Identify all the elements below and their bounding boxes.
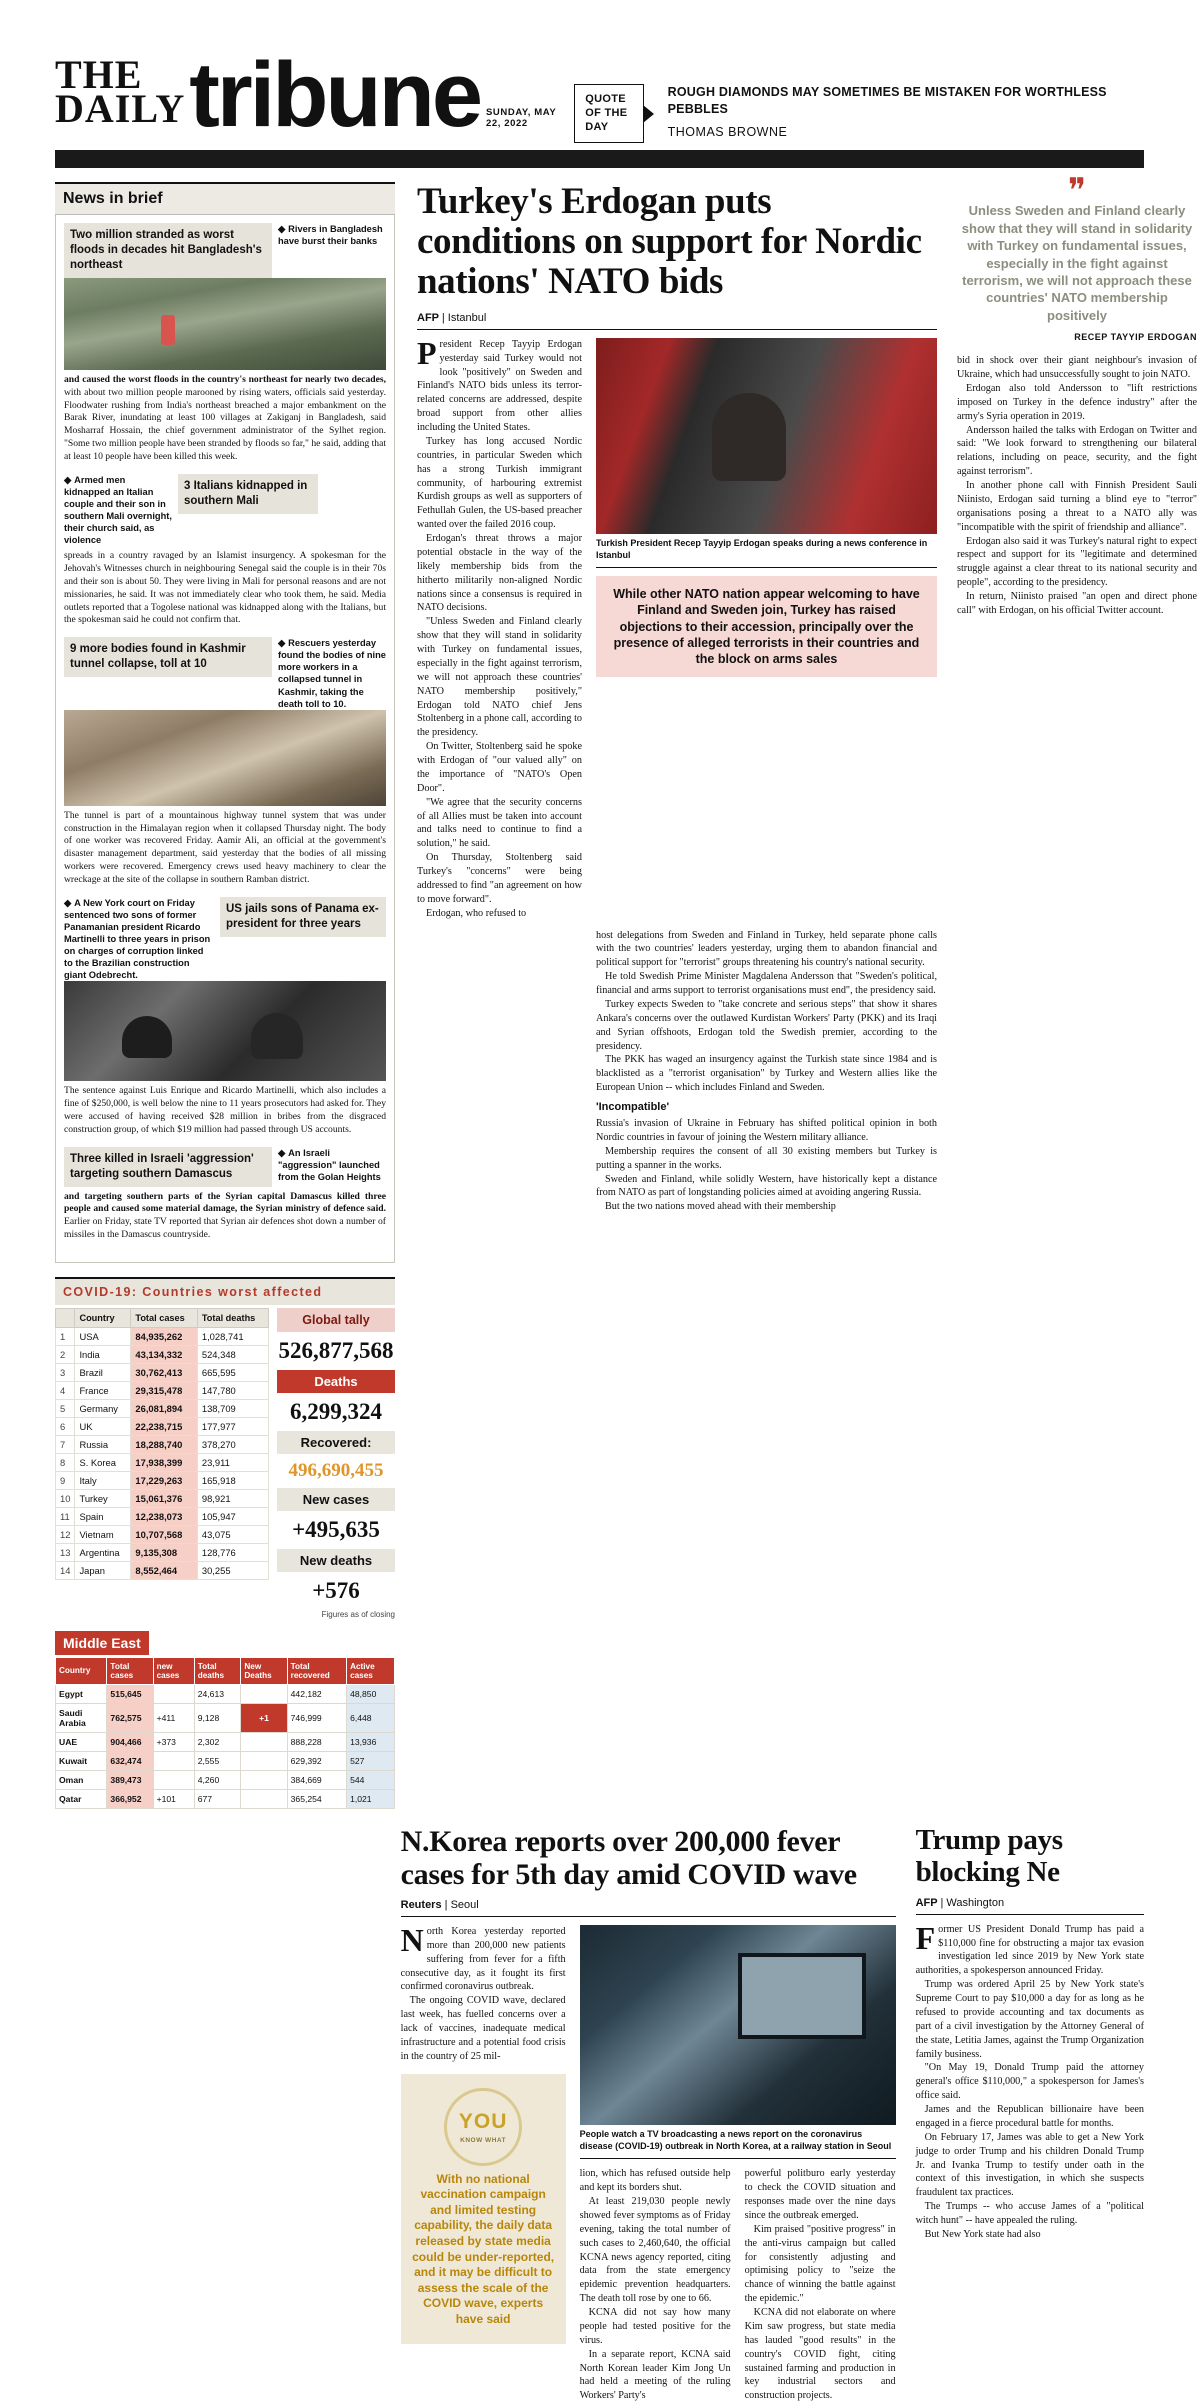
table-cell: 29,315,478	[131, 1381, 197, 1399]
table-cell: 13,936	[347, 1732, 395, 1751]
table-cell: 8	[56, 1453, 75, 1471]
table-cell: Russia	[75, 1435, 131, 1453]
lead-story-col3	[957, 354, 1197, 618]
table-cell	[241, 1751, 287, 1770]
table-cell: 22,238,715	[131, 1417, 197, 1435]
brief-image-panama	[64, 981, 386, 1081]
table-header-cell: new cases	[153, 1657, 194, 1684]
table-row	[56, 1770, 395, 1789]
table-cell: 665,595	[197, 1363, 268, 1381]
table-row	[56, 1684, 395, 1703]
table-cell	[241, 1770, 287, 1789]
trump-headline: Trump pays blocking Ne	[915, 1823, 1063, 1888]
table-row	[56, 1363, 269, 1381]
table-row	[56, 1789, 395, 1808]
table-cell: 442,182	[287, 1684, 346, 1703]
paragraph: KCNA did not elaborate on where Kim saw progress, but state media has lauded "good results" in the country's COVID fight, citing sustained farming and production in key industrial sectors and construction projects.	[744, 2307, 896, 2402]
table-header-row	[56, 1657, 395, 1684]
table-cell: 629,392	[287, 1751, 346, 1770]
brief-side-title	[278, 637, 386, 709]
brief-side-title	[278, 223, 386, 247]
newspaper-logo	[55, 44, 574, 147]
table-cell: Germany	[75, 1399, 131, 1417]
table-cell: 378,270	[197, 1435, 268, 1453]
table-cell: 48,850	[347, 1684, 395, 1703]
publication-date: SUNDAY, MAY 22, 2022	[486, 106, 557, 129]
byline-agency: AFP	[915, 1896, 938, 1909]
byline-agency: Reuters	[400, 1898, 442, 1911]
table-cell: Spain	[75, 1507, 131, 1525]
table-cell: 147,780	[197, 1381, 268, 1399]
table-cell: 15,061,376	[131, 1489, 197, 1507]
brief-side-text: An Israeli "aggression" launched from the Golan Heights	[278, 1147, 381, 1182]
table-cell: 9	[56, 1471, 75, 1489]
table-cell: 904,466	[107, 1732, 153, 1751]
table-cell: 13	[56, 1543, 75, 1561]
brief-headline: US jails sons of Panama ex-president for three years	[220, 897, 386, 937]
paragraph: "We agree that the security concerns of all Allies must be taken into account and talks need to continue to find a solution," he said.	[417, 796, 582, 850]
covid-countries-table	[55, 1308, 269, 1580]
paragraph: Trump was ordered April 25 by New York state's Supreme Court to pay $10,000 a day for as long as he refused to provide accounting and tax documents as part of a civil investigation by the Attorney General of the state, Letitia James, against the Trump Organization family business.	[915, 1979, 1145, 2060]
global-tally-value: 526,877,568	[278, 1337, 394, 1363]
lead-story-col2-continued	[417, 929, 582, 1215]
paragraph: But the two nations moved ahead with their membership	[605, 1201, 836, 1213]
brief-body	[64, 374, 386, 464]
table-cell: Qatar	[56, 1789, 107, 1808]
table-cell: Saudi Arabia	[56, 1703, 107, 1732]
table-cell: 2,555	[194, 1751, 241, 1770]
table-cell	[241, 1789, 287, 1808]
byline: AFP | Istanbul	[417, 312, 937, 330]
table-cell	[241, 1732, 287, 1751]
table-cell: Argentina	[75, 1543, 131, 1561]
table-cell: +1	[241, 1703, 287, 1732]
byline-agency: AFP	[417, 311, 439, 324]
brief-image-flood	[64, 278, 386, 370]
paragraph: On Thursday, Stoltenberg said Turkey's "concerns" were being addressed to find "an agreement on how to move forward".	[417, 852, 582, 905]
table-cell: 527	[347, 1751, 395, 1770]
table-cell: 17,938,399	[131, 1453, 197, 1471]
middle-east-table	[55, 1657, 395, 1809]
table-cell: 2,302	[194, 1732, 241, 1751]
list-item[interactable]	[64, 1147, 386, 1242]
table-cell: 10,707,568	[131, 1525, 197, 1543]
paragraph: bid in shock over their giant neighbour's invasion of Ukraine, which had unsuccessfully sought to join NATO.	[957, 355, 1197, 381]
figures-note: Figures as of closing	[321, 1609, 395, 1619]
paragraph: In another phone call with Finnish President Sauli Niinisto, Erdogan said turning a blind eye to "terror" organisations posing a threat to a NATO ally was "incompatible with the spirit of friendship and alliance".	[957, 480, 1197, 533]
deaths-value: 6,299,324	[290, 1398, 382, 1424]
table-header-cell: Active cases	[347, 1657, 395, 1684]
paragraph: host delegations from Sweden and Finland in Turkey, held separate phone calls with the two countries' leaders yesterday, urging them to abandon financial and political support for "terrorist" groups threatening his country's national security.	[596, 929, 937, 969]
table-cell: UK	[75, 1417, 131, 1435]
table-header-row	[56, 1308, 269, 1327]
table-cell: Turkey	[75, 1489, 131, 1507]
brief-body	[64, 1191, 386, 1242]
table-cell: 9,135,308	[131, 1543, 197, 1561]
top-section	[55, 173, 1197, 1809]
global-tally-label: Global tally	[277, 1308, 395, 1332]
table-cell: 98,921	[197, 1489, 268, 1507]
paragraph: Erdogan's threat throws a major potential obstacle in the way of the likely membership bids from the hitherto militarily non-aligned Nordic nations since a consensus is required in NATO decisions.	[417, 533, 582, 614]
paragraph: The ongoing COVID wave, declared last week, has fuelled concerns over a lack of vaccines, inadequate medical infrastructure and a potential food crisis in the country of 25 mil-	[400, 1995, 566, 2062]
table-cell: 524,348	[197, 1345, 268, 1363]
col-rank	[56, 1308, 75, 1327]
table-row	[56, 1751, 395, 1770]
paragraph: powerful politburo early yesterday to check the COVID situation and responses made over the nine days since the outbreak emerged.	[744, 2168, 896, 2221]
news-in-brief-box	[55, 215, 395, 1263]
paragraph: Erdogan also told Andersson to "lift restrictions imposed on Turkey in the defence industry" after the army's Syria operation in 2019.	[957, 382, 1197, 422]
nkorea-col2	[580, 2167, 731, 2403]
paragraph: President Recep Tayyip Erdogan yesterday said Turkey would not look "positively" on Sweden and Finland's NATO bids unless its terror-related concerns are addressed, despite broad support from other allies including the United States.	[417, 334, 582, 434]
paragraph: Russia's invasion of Ukraine in February has shifted political opinion in both Nordic countries in favour of joining the Western military alliance.	[596, 1118, 937, 1143]
table-cell: +101	[153, 1789, 194, 1808]
brief-body: The sentence against Luis Enrique and Ricardo Martinelli, which also includes a fine of $250,000, is well below the nine to 11 years prosecutors had asked for. They were accused of having received $28 million in bribes from the disgraced construction group, of which $19 million had passed through US accounts.	[64, 1085, 386, 1135]
table-row	[56, 1543, 269, 1561]
table-row	[56, 1471, 269, 1489]
paragraph: Sweden and Finland, while solidly Western, have historically kept a distance from NATO as part of longstanding policies aimed at avoiding angering Russia.	[596, 1173, 937, 1199]
table-row	[56, 1703, 395, 1732]
table-header-cell: Total recovered	[287, 1657, 346, 1684]
table-cell: 544	[347, 1770, 395, 1789]
middle-east-title: Middle East	[55, 1631, 149, 1655]
you-badge-sub: KNOW WHAT	[460, 2136, 507, 2144]
table-cell: 7	[56, 1435, 75, 1453]
table-cell: 1,021	[347, 1789, 395, 1808]
paragraph: The Trumps -- who accuse James of a "political witch hunt" -- have appealed the ruling.	[915, 2201, 1145, 2227]
news-in-brief-title: News in brief	[55, 182, 395, 215]
table-cell: 4,260	[194, 1770, 241, 1789]
new-cases-label: New cases	[277, 1488, 395, 1511]
paragraph: At least 219,030 people newly showed fever symptoms as of Friday evening, taking the total number of such cases to 2,460,640, the official KCNA news agency reported, citing data from the state emergency epidemic prevention headquarters. The death toll rose by one to 66.	[579, 2196, 731, 2305]
masthead-divider	[55, 150, 1144, 168]
table-cell: 1	[56, 1327, 75, 1345]
sidebar-quote-attribution: RECEP TAYYIP ERDOGAN	[1074, 332, 1197, 343]
paragraph: He told Swedish Prime Minister Magdalena Andersson that "Sweden's political, financial and arms support to terrorist organisations must end", the presidency said.	[596, 971, 937, 997]
paragraph: On February 17, James was able to get a New York judge to order Trump and his children Donald Trump Jr. and Ivanka Trump to testify under oath in the context of this investigation, in which she suspects fraudulent tax practices.	[915, 2131, 1145, 2199]
table-cell: Brazil	[75, 1363, 131, 1381]
brief-side-title	[278, 1147, 386, 1183]
paragraph: James and the Republican billionaire have been engaged in a fierce procedural battle for months.	[915, 2104, 1145, 2129]
global-tally-panel	[277, 1308, 395, 1619]
brief-side-title	[64, 897, 214, 982]
covid-table-title: COVID-19: Countries worst affected	[55, 1277, 395, 1305]
table-cell: 6	[56, 1417, 75, 1435]
quote-arrow-icon	[643, 105, 654, 123]
nkorea-photo	[580, 1925, 896, 2125]
brief-body: The tunnel is part of a mountainous highway tunnel system that was under construction in the Himalayan region when it collapsed Thursday night. The body of one worker was recovered Friday. Aamir Ali, an official at the government's disaster management department, said yesterday that the bodies of all missing workers were recovered. Emergency crews used heavy machinery to clear the wreckage at the site of the collapse in southern Ramban district.	[64, 809, 386, 885]
recovered-value: 496,690,455	[288, 1459, 384, 1481]
lead-story-col2	[596, 929, 937, 1215]
table-cell: 128,776	[197, 1543, 268, 1561]
you-badge-word: YOU	[458, 2110, 508, 2134]
paragraph: In return, Niinisto praised "an open and direct phone call" with Erdogan, on his official Twitter account.	[957, 591, 1197, 616]
middle-east-section	[55, 1631, 395, 1809]
lead-story-col1	[417, 334, 582, 921]
table-row	[56, 1435, 269, 1453]
table-cell: 1,028,741	[197, 1327, 268, 1345]
byline-location: Seoul	[450, 1898, 479, 1911]
nkorea-story	[401, 1825, 896, 2403]
table-cell: Japan	[75, 1561, 131, 1579]
table-cell: 24,613	[194, 1684, 241, 1703]
diamond-icon: ◆	[278, 1147, 286, 1158]
table-cell: +373	[153, 1732, 194, 1751]
table-cell: 177,977	[197, 1417, 268, 1435]
lower-section	[55, 1825, 1144, 2403]
lead-story-column	[417, 182, 937, 1809]
table-header-cell: Total deaths	[194, 1657, 241, 1684]
table-cell: 43,134,332	[131, 1345, 197, 1363]
paragraph: Erdogan also said it was Turkey's natural right to expect respect and support for its "legitimate and determined struggle against a clear threat to its national security and people", according to the presidency.	[957, 535, 1197, 589]
logo-daily: DAILY	[55, 86, 186, 132]
list-item[interactable]	[64, 223, 386, 464]
table-cell: 30,255	[197, 1561, 268, 1579]
table-row	[56, 1525, 269, 1543]
page-title: Turkey's Erdogan puts conditions on support for Nordic nations' NATO bids	[417, 181, 922, 302]
table-row	[56, 1732, 395, 1751]
table-cell: 105,947	[197, 1507, 268, 1525]
brief-side-text: Rescuers yesterday found the bodies of nine more workers in a collapsed tunnel in Kashmir, taking the death toll to 10.	[278, 638, 386, 709]
table-cell: 2	[56, 1345, 75, 1363]
table-row	[56, 1381, 269, 1399]
table-row	[56, 1489, 269, 1507]
table-cell: 10	[56, 1489, 75, 1507]
new-deaths-label: New deaths	[277, 1549, 395, 1572]
table-row	[56, 1399, 269, 1417]
table-cell: 366,952	[107, 1789, 153, 1808]
table-cell: 23,911	[197, 1453, 268, 1471]
table-cell: 4	[56, 1381, 75, 1399]
table-cell: 632,474	[107, 1751, 153, 1770]
brief-headline: 3 Italians kidnapped in southern Mali	[178, 474, 318, 514]
trump-body	[915, 1919, 1145, 2242]
paragraph: KCNA did not say how many people had tested positive for the virus.	[579, 2307, 731, 2346]
table-cell: Vietnam	[75, 1525, 131, 1543]
logo-the: THE	[55, 52, 143, 97]
diamond-icon: ◆	[278, 638, 286, 649]
col-country: Country	[75, 1308, 131, 1327]
table-cell: 5	[56, 1399, 75, 1417]
recovered-label: Recovered:	[277, 1431, 395, 1454]
paragraph: Turkey has long accused Nordic countries, in particular Sweden which has a strong Turkish immigrant community, of harbouring extremist Kurdish groups as well as supporters of Fethullah Gulen, the US-based preacher wanted over the failed 2016 coup.	[417, 435, 582, 531]
table-cell: 762,575	[107, 1703, 153, 1732]
pull-quote: While other NATO nation appear welcoming to have Finland and Sweden join, Turkey has raised objections to their accession, principally over the presence of alleged terrorists in their countries and the block on arms sales	[596, 576, 937, 677]
you-badge-text: With no national vaccination campaign and limited testing capability, the daily data released by state media could be under-reported, and it may be difficult to assess the scale of the COVID wave, experts have said	[412, 2171, 555, 2327]
table-cell: 389,473	[107, 1770, 153, 1789]
table-cell: +411	[153, 1703, 194, 1732]
table-cell: 3	[56, 1363, 75, 1381]
table-row	[56, 1561, 269, 1579]
paragraph: The PKK has waged an insurgency against the Turkish state since 1984 and is blacklisted as a "terrorist organisation" by Turkey and Western allies like the European Union -- which includes Finland and Sweden.	[596, 1054, 937, 1094]
nkorea-headline: N.Korea reports over 200,000 fever cases for 5th day amid COVID wave	[400, 1824, 857, 1891]
byline-location: Washington	[946, 1896, 1005, 1909]
table-cell: S. Korea	[75, 1453, 131, 1471]
table-header-cell: New Deaths	[241, 1657, 287, 1684]
list-item[interactable]	[64, 897, 386, 1137]
sidebar-pull-quote: Unless Sweden and Finland clearly show that they will stand in solidarity with Turkey on fundamental issues, especially in the fight against terrorism, we will not approach these countries' NATO membership positively	[961, 203, 1193, 323]
brief-headline: Three killed in Israeli 'aggression' targeting southern Damascus	[64, 1147, 272, 1187]
lead-story-photo	[596, 338, 937, 534]
table-cell: 9,128	[194, 1703, 241, 1732]
quote-author: THOMAS BROWNE	[667, 124, 788, 139]
table-cell: 12	[56, 1525, 75, 1543]
table-cell: France	[75, 1381, 131, 1399]
diamond-icon: ◆	[278, 224, 286, 234]
table-cell: 8,552,464	[131, 1561, 197, 1579]
you-badge-circle	[444, 2088, 522, 2166]
quote-of-the-day-label: QUOTE OF THE DAY	[574, 84, 643, 143]
table-cell: 138,709	[197, 1399, 268, 1417]
nkorea-col3	[745, 2167, 896, 2403]
table-cell: 384,669	[287, 1770, 346, 1789]
paragraph: Kim praised "positive progress" in the anti-virus campaign but called for consistently adjusting and optimising policy to "seize the chance of winning the battle against the epidemic."	[744, 2223, 896, 2305]
table-cell: 165,918	[197, 1471, 268, 1489]
quote-mark-icon: ❞	[1067, 173, 1087, 210]
brief-body-text: Earlier on Friday, state TV reported that Syrian air defences shot down a number of missiles in the Damascus countryside.	[64, 1216, 386, 1241]
paragraph: "On May 19, Donald Trump paid the attorney general's office $110,000," a spokesperson for James's office said.	[915, 2062, 1145, 2102]
col-total-deaths: Total deaths	[197, 1308, 268, 1327]
paragraph: But New York state had also	[924, 2228, 1041, 2240]
table-cell: 515,645	[107, 1684, 153, 1703]
table-cell: 888,228	[287, 1732, 346, 1751]
table-cell: 14	[56, 1561, 75, 1579]
logo-the-daily	[55, 52, 189, 133]
new-deaths-value: +576	[312, 1577, 360, 1603]
table-cell: 30,762,413	[131, 1363, 197, 1381]
you-know-what-badge	[401, 2074, 566, 2344]
quote-body: ROUGH DIAMONDS MAY SOMETIMES BE MISTAKEN FOR WORTHLESS PEBBLES	[667, 85, 1107, 117]
quote-of-the-day	[574, 58, 1144, 143]
table-cell: 12,238,073	[131, 1507, 197, 1525]
table-cell: 43,075	[197, 1525, 268, 1543]
diamond-icon: ◆	[64, 897, 72, 908]
table-cell	[153, 1751, 194, 1770]
brief-side-text: Rivers in Bangladesh have burst their banks	[278, 224, 383, 247]
table-cell: 6,448	[347, 1703, 395, 1732]
trump-byline: AFP | Washington	[916, 1897, 1144, 1915]
paragraph: In a separate report, KCNA said North Korean leader Kim Jong Un had held a meeting of the ruling Workers' Party's	[579, 2348, 731, 2402]
paragraph: North Korea yesterday reported more than 200,000 new patients suffering from fever for a fifth consecutive day, as it fought its first confirmed coronavirus outbreak.	[400, 1921, 566, 1993]
quote-of-the-day-text	[668, 84, 1144, 141]
list-item[interactable]	[64, 474, 386, 628]
col-total-cases: Total cases	[131, 1308, 197, 1327]
masthead	[55, 0, 1144, 147]
brief-image-kashmir	[64, 710, 386, 806]
table-cell	[241, 1684, 287, 1703]
brief-body-lead: and caused the worst floods in the country's northeast for nearly two decades,	[64, 373, 386, 385]
table-cell: 17,229,263	[131, 1471, 197, 1489]
table-cell	[153, 1770, 194, 1789]
byline-location: Istanbul	[447, 311, 487, 324]
deaths-label: Deaths	[277, 1370, 395, 1393]
table-cell: Italy	[75, 1471, 131, 1489]
paragraph: Membership requires the consent of all 30 existing members but Turkey is putting a spanner in the works.	[596, 1145, 937, 1171]
photo-caption: Turkish President Recep Tayyip Erdogan speaks during a news conference in Istanbul	[596, 538, 937, 568]
trump-story	[916, 1825, 1144, 2403]
table-header-cell: Country	[56, 1657, 107, 1684]
table-cell: UAE	[56, 1732, 107, 1751]
brief-body: spreads in a country ravaged by an Islamist insurgency. A spokesman for the Jehovah's Witnesses church in neighbouring Senegal said the couple is in their 70s and their son is about 50. They were living in Mali for personal reasons and are not missionaries, he said. It was not immediately clear who took them, he said. Media outlets reported that a Togolese national was kidnapped along with the Italians, but the spokesman said he could not confirm that.	[64, 550, 386, 626]
paragraph: Erdogan, who refused to	[426, 907, 527, 919]
lead-story-sidebar	[957, 173, 1197, 1809]
table-cell: Kuwait	[56, 1751, 107, 1770]
nkorea-byline: Reuters | Seoul	[401, 1899, 896, 1917]
brief-headline: Two million stranded as worst floods in decades hit Bangladesh's northeast	[64, 223, 272, 278]
table-cell: Egypt	[56, 1684, 107, 1703]
table-cell: 746,999	[287, 1703, 346, 1732]
table-row	[56, 1327, 269, 1345]
brief-body-lead: and targeting southern parts of the Syrian capital Damascus killed three people and caused some material damage, the Syrian ministry of defence said.	[64, 1190, 386, 1215]
table-cell: India	[75, 1345, 131, 1363]
table-cell: Oman	[56, 1770, 107, 1789]
brief-side-text: A New York court on Friday sentenced two sons of former Panamanian president Ricardo Martinelli to three years in prison on charges of corruption linked to the Brazilian construction giant Odebrecht.	[64, 897, 211, 981]
table-cell	[153, 1684, 194, 1703]
paragraph: On Twitter, Stoltenberg said he spoke with Erdogan of "our valued ally" on the importance of "NATO's Open Door".	[417, 741, 582, 794]
table-cell: 11	[56, 1507, 75, 1525]
table-row	[56, 1453, 269, 1471]
brief-side-title	[64, 474, 172, 546]
logo-tribune: tribune	[189, 44, 480, 147]
table-row	[56, 1345, 269, 1363]
brief-side-text: Armed men kidnapped an Italian couple and their son in southern Mali overnight, their church said, as violence	[64, 474, 172, 546]
news-in-brief-column	[55, 182, 395, 1809]
table-cell: 365,254	[287, 1789, 346, 1808]
new-cases-value: +495,635	[292, 1516, 380, 1542]
brief-body-text: with about two million people marooned by rising waters, officials said yesterday. Floodwater rushing from India's northeast breached a major embankment on the Barak River, inundating at least 100 villages at Zakiganj in Bangladesh, said Mosharraf Hossain, the chief government administrator of the Sylhet region. "Some two million people have been stranded by floods so far," he said, adding that at least 10 people have been killed this week.	[64, 386, 386, 462]
table-row	[56, 1507, 269, 1525]
table-cell: 677	[194, 1789, 241, 1808]
paragraph: lion, which has refused outside help and kept its borders shut.	[579, 2168, 731, 2194]
diamond-icon: ◆	[64, 474, 72, 485]
subheading: 'Incompatible'	[596, 1101, 670, 1114]
table-row	[56, 1417, 269, 1435]
table-cell: 18,288,740	[131, 1435, 197, 1453]
table-header-cell: Total cases	[107, 1657, 153, 1684]
covid-table-section	[55, 1277, 395, 1619]
nkorea-col1	[400, 1921, 566, 2403]
table-cell: 26,081,894	[131, 1399, 197, 1417]
paragraph: Former US President Donald Trump has paid a $110,000 fine for obstructing a major tax evasion investigation led since 2019 by New York state authorities, a spokesperson announced Friday.	[915, 1919, 1145, 1977]
paragraph: Turkey expects Sweden to "take concrete and serious steps" that show it shares Ankara's concerns over the outlawed Kurdistan Workers' Party (PKK) and its Iraqi and Syrian offshoots, Erdogan told the Swedish premier, according to the presidency.	[596, 998, 937, 1052]
paragraph: Andersson hailed the talks with Erdogan on Twitter and said: "We look forward to strengthening our bilateral relations, including on peace, security, and the fight against terrorism".	[957, 424, 1197, 478]
brief-headline: 9 more bodies found in Kashmir tunnel collapse, toll at 10	[64, 637, 272, 677]
table-cell: 84,935,262	[131, 1327, 197, 1345]
table-cell: USA	[75, 1327, 131, 1345]
photo-caption: People watch a TV broadcasting a news report on the coronavirus disease (COVID-19) outbreak in North Korea, at a railway station in Seoul	[580, 2129, 896, 2159]
paragraph: "Unless Sweden and Finland clearly show that they will stand in solidarity with Turkey on fundamental issues, especially in the fight against terrorism, we will not approach these countries' NATO membership positively," Erdogan told NATO chief Jens Stoltenberg in a phone call, according to the presidency.	[417, 616, 582, 739]
list-item[interactable]	[64, 637, 386, 887]
